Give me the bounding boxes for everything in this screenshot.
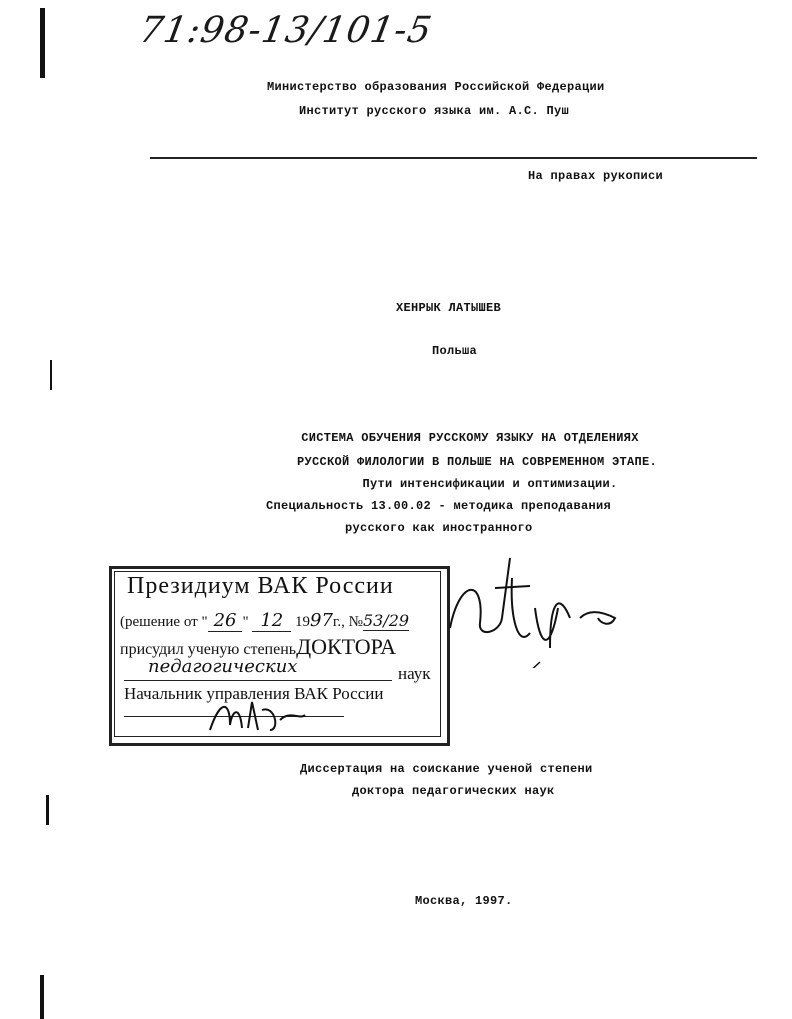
stamp-head: Начальник управления ВАК России bbox=[124, 684, 384, 703]
place-year: Москва, 1997. bbox=[415, 894, 513, 908]
ministry-line: Министерство образования Российской Федерации bbox=[267, 80, 605, 94]
scan-edge-mark bbox=[40, 8, 45, 78]
stamp-date-year: 97 bbox=[310, 610, 333, 631]
stamp-year-suffix: г., № bbox=[332, 614, 363, 630]
dissertation-degree: доктора педагогических наук bbox=[352, 784, 555, 798]
stamp-decision-prefix: (решение от bbox=[120, 614, 198, 630]
stamp-science-handwritten: педагогических bbox=[148, 656, 298, 677]
title-subtitle: Пути интенсификации и оптимизации. bbox=[362, 477, 618, 491]
specialty-line: Специальность 13.00.02 - методика преподавания bbox=[266, 499, 612, 513]
scan-edge-mark bbox=[46, 795, 49, 825]
scan-edge-mark bbox=[50, 360, 52, 390]
author-country: Польша bbox=[432, 344, 478, 358]
stamp-date-day: 26 bbox=[208, 610, 243, 632]
author-name: ХЕНРЫК ЛАТЫШЕВ bbox=[396, 301, 502, 315]
specialty-line: русского как иностранного bbox=[345, 521, 533, 535]
institute-line: Институт русского языка им. А.С. Пуш bbox=[299, 104, 570, 118]
stamp-decision-number: 53/29 bbox=[362, 611, 410, 630]
rights-note: На правах рукописи bbox=[528, 169, 664, 183]
stamp-degree: ДОКТОРА bbox=[296, 634, 396, 659]
dissertation-line: Диссертация на соискание ученой степени bbox=[300, 762, 593, 776]
stamp-signature-icon bbox=[200, 690, 310, 740]
scan-edge-mark bbox=[40, 975, 44, 1019]
stamp-science-suffix: наук bbox=[398, 664, 431, 683]
stamp-awarded-prefix: присудил ученую степень bbox=[120, 641, 297, 658]
stamp-date-month: 12 bbox=[252, 610, 291, 632]
stamp-science-underline bbox=[124, 680, 392, 681]
stamp-decision-line: (решение от " 26 " 12 1997г., №53/29 bbox=[120, 610, 410, 631]
title-line: СИСТЕМА ОБУЧЕНИЯ РУССКОМУ ЯЗЫКУ НА ОТДЕЛЕНИЯХ bbox=[301, 431, 639, 445]
author-signature-icon bbox=[440, 538, 630, 668]
archive-number: 71:98-13/101-5 bbox=[136, 10, 436, 51]
title-line: РУССКОЙ ФИЛОЛОГИИ В ПОЛЬШЕ НА СОВРЕМЕННОМ ЭТАПЕ. bbox=[296, 455, 658, 469]
header-rule bbox=[150, 157, 757, 159]
stamp-date-year-prefix: 19 bbox=[295, 614, 310, 630]
stamp-title: Президиум ВАК России bbox=[127, 573, 394, 599]
